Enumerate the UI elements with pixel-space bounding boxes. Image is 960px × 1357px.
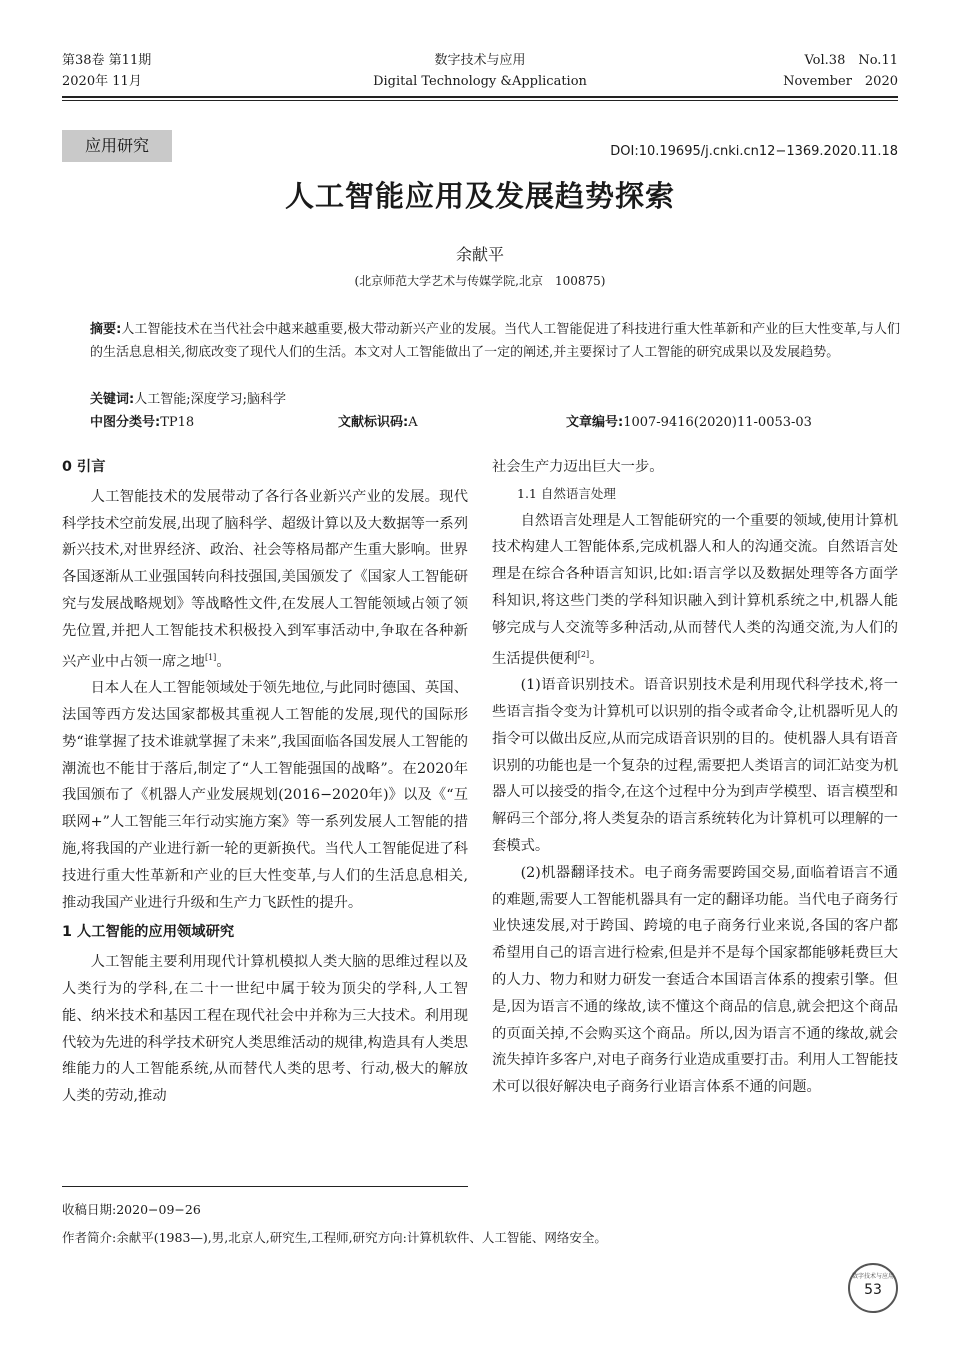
keywords-text: 人工智能;深度学习;脑科学 [134,392,286,407]
footnote-rule [62,1186,468,1187]
header-volume-issue: 第38卷 第11期 [62,53,152,68]
paragraph: (2)机器翻译技术。电子商务需要跨国交易,面临着语言不通的难题,需要人工智能机器具有一定的翻译功能。当代电子商务行业快速发展,对于跨国、跨境的电子商务行业来说,各国的客户都希望用自己的语言进行检索,但是并不是每个国家都能够耗费巨大的人力、物力和财力研发一套适合本国语言体系的搜索引擎。但是,因为语言不通的缘故,读不懂这个商品的信息,就会把这个商品的页面关掉,不会购买这个商品。所以,因为语言不通的缘故,就会流失掉许多客户,对电子商务行业造成重要打击。利用人工智能技术可以很好解决电子商务行业语言体系不通的问题。 [492,864,898,1096]
header-issue-info-en [783,50,898,92]
paragraph: (1)语音识别技术。语音识别技术是利用现代科学技术,将一些语言指令变为计算机可以识别的指令或者命令,让机器听见人的指令可以做出反应,从而完成语音识别的目的。使机器人具有语音识别的功能也是一个复杂的过程,需要把人类语言的词汇站变为机器人可以接受的指令,在这个过程中分为到声学模型、语言模型和解码三个部分,将人类复杂的语言系统转化为计算机可以理解的一套模式。 [492,677,898,854]
page-number-seal [848,1263,898,1313]
footnote-author-bio: 作者简介:余献平(1983—),男,北京人,研究生,工程师,研究方向:计算机软件、人工智能、网络安全。 [62,1230,607,1245]
seal-journal-text: 数字技术与应用 [851,1273,894,1280]
abstract-text: 人工智能技术在当代社会中越来越重要,极大带动新兴产业的发展。当代人工智能促进了科技进行重大性革新和产业的巨大性变革,与人们的生活息息相关,彻底改变了现代人们的生活。本文对人工智能做出了一定的阐述,并主要探讨了人工智能的研究成果以及发展趋势。 [90,322,900,360]
keywords-label: 关键词: [90,392,135,407]
doi: DOI:10.19695/j.cnki.cn12−1369.2020.11.18 [610,144,898,159]
footnote-received-date: 收稿日期:2020−09−26 [62,1202,201,1217]
article-number-label: 文章编号: [566,415,624,430]
keywords [90,389,900,411]
journal-name-cn: 数字技术与应用 [434,53,526,68]
abstract-label: 摘要: [90,322,122,337]
paragraph: 日本人在人工智能领域处于领先地位,与此同时德国、英国、法国等西方发达国家都极其重视人工智能的发展,现代的国际形势“谁掌握了技术谁就掌握了未来”,我国面临各国发展人工智能的潮流也不能甘于落后,制定了“人工智能强国的战略”。在2020年我国颁布了《机器人产业发展规划(2016−2020年)》以及《“互联网+”人工智能三年行动实施方案》等一系列发展人工智能的措施,将我国的产业进行新一轮的更新换代。当代人工智能促进了科技进行重大性革新和产业的巨大性变革,与人们的生活息息相关,推动我国产业进行升级和生产力飞跃性的提升。 [62,680,468,911]
heading-introduction: 0 引言 [62,459,106,475]
paragraph-end: 。 [589,650,604,667]
article-number-value: 1007-9416(2020)11-0053-03 [623,415,812,430]
heading-section-1-1: 1.1 自然语言处理 [517,485,616,501]
header-rule-thick [62,96,898,98]
abstract [90,318,900,364]
clc-label: 中图分类号: [90,415,161,430]
author-name: 余献平 [455,245,504,264]
paragraph-text: 自然语言处理是人工智能研究的一个重要的领域,使用计算机技术构建人工智能体系,完成机器人和人的沟通交流。自然语言处理是在综合各种语言知识,比如:语言学以及数据处理等各方面学科知识,将这些门类的学科知识融入到计算机系统之中,机器人能够完成与人交流等多种活动,从而替代人类的沟通交流,为人们的生活提供便利 [492,512,898,667]
doc-code-label: 文献标识码: [338,415,409,430]
doc-code [338,412,418,434]
section-tag: 应用研究 [62,130,172,162]
header-rule-thin [62,100,898,101]
header-month-year: November 2020 [783,74,898,89]
header-vol-no: Vol.38 No.11 [804,53,898,68]
doc-code-value: A [408,415,418,430]
paragraph [62,484,468,675]
page-number: 53 [864,1282,882,1298]
author-affiliation: (北京师范大学艺术与传媒学院,北京 100875) [354,274,606,288]
header-date: 2020年 11月 [62,74,142,89]
paragraph-text: 人工智能技术的发展带动了各行各业新兴产业的发展。现代科学技术空前发展,出现了脑科学、超级计算以及大数据等一系列新兴技术,对世界经济、政治、社会等格局都产生重大影响。世界各国逐渐从工业强国转向科技强国,美国颁发了《国家人工智能研究与发展战略规划》等战略性文件,在发展人工智能领域占领了领先位置,并把人工智能技术积极投入到军事活动中,争取在各种新兴产业中占领一席之地 [62,488,468,670]
heading-section-1: 1 人工智能的应用领域研究 [62,924,235,941]
article-number [566,412,812,434]
paragraph-continued: 社会生产力迈出巨大一步。 [492,459,664,475]
paragraph: 人工智能主要利用现代计算机模拟人类大脑的思维过程以及人类行为的学科,在二十一世纪中属于较为顶尖的学科,人工智能、纳米技术和基因工程在现代社会中并称为三大技术。利用现代较为先进的科学技术研究人类思维活动的规律,构造具有人类思维能力的人工智能系统,从而替代人类的思考、行动,极大的解放人类的劳动,推动 [62,954,468,1105]
citation: [1] [204,652,217,662]
left-column [62,454,468,1110]
paragraph-end: 。 [216,653,231,670]
journal-name-en: Digital Technology &Application [373,74,587,89]
header-journal [330,50,630,92]
clc-value: TP18 [160,415,195,430]
header-issue-info [62,50,151,92]
right-column [492,454,898,1101]
clc-number [90,412,194,434]
citation: [2] [577,649,590,659]
paragraph [492,508,898,673]
article-title: 人工智能应用及发展趋势探索 [284,179,675,213]
